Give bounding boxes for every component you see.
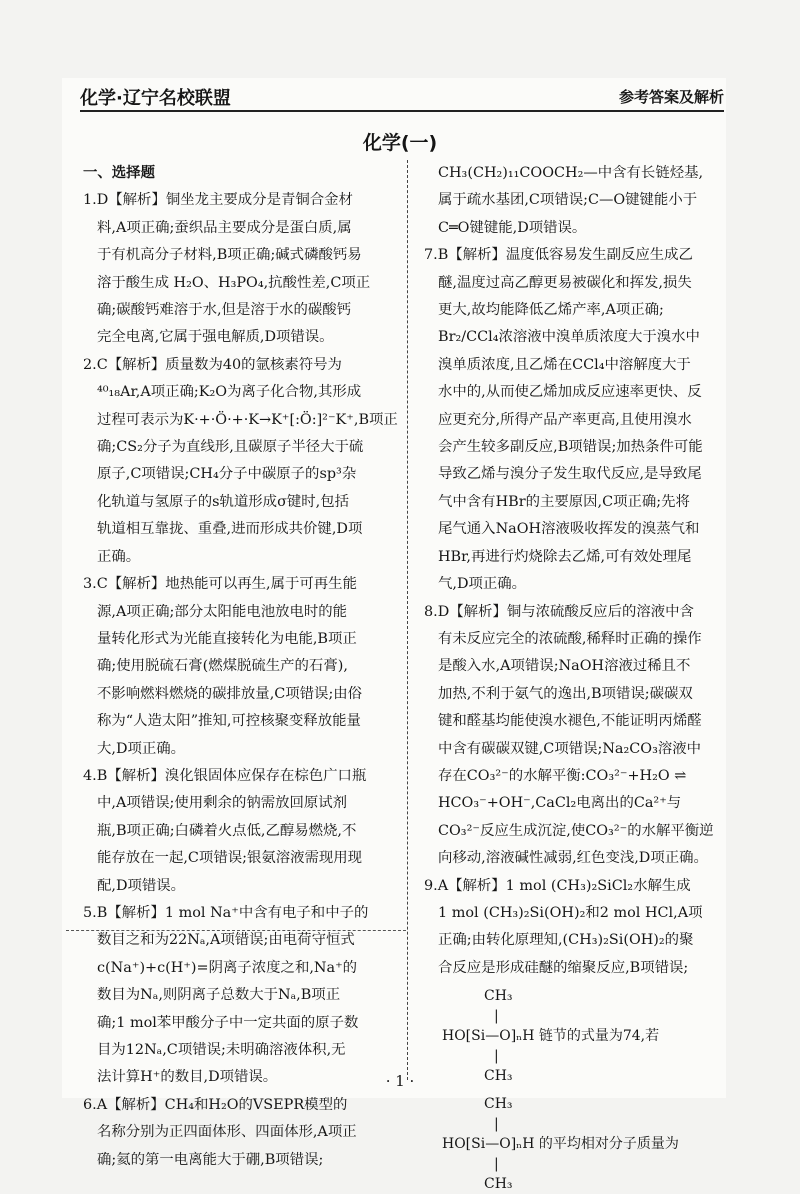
right-line: 向移动,溶液碱性减弱,红色变浅,D项正确。 — [438, 850, 708, 867]
right-line: 加热,不利于氨气的逸出,B项错误;碳碳双 — [438, 685, 693, 702]
left-line: 称为“人造太阳”推知,可控核聚变释放能量 — [97, 713, 361, 730]
left-line: 正确。 — [97, 548, 141, 565]
left-line: 名称分别为正四面体形、四面体形,A项正 — [97, 1124, 357, 1141]
left-line: 完全电离,它属于强电解质,D项错误。 — [97, 329, 334, 346]
header-subject: 化学·辽宁名校联盟 — [80, 88, 231, 109]
formula1-top: CH₃ — [484, 988, 513, 1005]
left-line: 目为12Nₐ,C项错误;未明确溶液体积,无 — [97, 1042, 346, 1058]
right-line: 7.B【解析】温度低容易发生副反应生成乙 — [424, 247, 693, 264]
right-line: 键和醛基均能使溴水褪色,不能证明丙烯醛 — [438, 713, 702, 730]
left-line: 1.D【解析】铜坐龙主要成分是青铜合金材 — [83, 192, 353, 209]
left-line: 5.B【解析】1 mol Na⁺中含有电子和中子的 — [83, 904, 369, 921]
left-line: 确;氦的第一电离能大于硼,B项错误; — [97, 1151, 324, 1168]
right-line: 8.D【解析】铜与浓硫酸反应后的溶液中含 — [424, 603, 694, 620]
left-line: 中,A项错误;使用剩余的钠需放回原试剂 — [97, 795, 348, 812]
right-column — [424, 160, 742, 1194]
right-line: 中含有碳碳双键,C项错误;Na₂CO₃溶液中 — [438, 740, 702, 757]
left-line: 化轨道与氢原子的s轨道形成σ键时,包括 — [97, 493, 350, 510]
page-title: 化学(一) — [362, 132, 438, 154]
right-line: 气,D项正确。 — [438, 576, 527, 593]
right-line: CO₃²⁻反应生成沉淀,使CO₃²⁻的水解平衡逆 — [438, 822, 714, 839]
right-line: CH₃(CH₂)₁₁COOCH₂—中含有长链烃基, — [438, 165, 704, 181]
formula2-main: HO[Si—O]ₙH 的平均相对分子质量为 — [442, 1136, 679, 1153]
right-line: Br₂/CCl₄浓溶液中溴单质浓度大于溴水中 — [438, 329, 700, 346]
left-line: 确;1 mol苯甲酸分子中一定共面的原子数 — [97, 1014, 359, 1031]
formula2-top: CH₃ — [484, 1096, 513, 1113]
left-line: 配,D项错误。 — [97, 877, 186, 894]
right-line: 正确;由转化原理知,(CH₃)₂Si(OH)₂的聚 — [438, 932, 694, 949]
right-line: 导致乙烯与溴分子发生取代反应,是导致尾 — [438, 466, 702, 483]
left-line: 于有机高分子材料,B项正确;碱式磷酸钙易 — [97, 247, 362, 264]
left-line: 能存放在一起,C项错误;银氨溶液需现用现 — [97, 850, 363, 867]
column-divider — [407, 160, 408, 1080]
structural-formula-2: CH₃ | HO[Si—O]ₙH 的平均相对分子质量为 | CH₃ — [442, 1094, 742, 1194]
right-line: 更大,故均能降低乙烯产率,A项正确; — [438, 302, 664, 319]
left-line: 轨道相互靠拢、重叠,进而形成共价键,D项 — [97, 521, 363, 538]
right-line: 存在CO₃²⁻的水解平衡:CO₃²⁻+H₂O ⇌ — [438, 767, 687, 784]
right-line: 9.A【解析】1 mol (CH₃)₂SiCl₂水解生成 — [424, 877, 691, 894]
right-line: 1 mol (CH₃)₂Si(OH)₂和2 mol HCl,A项 — [438, 904, 703, 921]
formula2-bottom: CH₃ — [484, 1176, 513, 1193]
page-number: · 1 · — [385, 1072, 415, 1090]
right-line: 是酸入水,A项错误;NaOH溶液过稀且不 — [438, 658, 691, 675]
right-line: C═O键键能,D项错误。 — [438, 219, 587, 236]
left-column — [83, 160, 405, 1174]
right-line: HCO₃⁻+OH⁻,CaCl₂电离出的Ca²⁺与 — [438, 795, 682, 812]
left-line: 确;CS₂分子为直线形,且碳原子半径大于硫 — [97, 439, 364, 456]
right-line: 溴单质浓度,且乙烯在CCl₄中溶解度大于 — [438, 356, 691, 373]
left-line: 数目为Nₐ,则阴离子总数大于Nₐ,B项正 — [97, 987, 341, 1004]
left-line: 4.B【解析】溴化银固体应保存在棕色广口瓶 — [83, 767, 367, 784]
left-line: 过程可表示为K·+·Ö·+·K→K⁺[:Ö:]²⁻K⁺,B项正 — [97, 411, 398, 428]
left-text — [83, 187, 405, 1174]
formula1-bottom: CH₃ — [484, 1068, 513, 1085]
left-line: 量转化形式为光能直接转化为电能,B项正 — [97, 630, 357, 647]
right-line: 会产生较多副反应,B项错误;加热条件可能 — [438, 439, 703, 456]
left-line: 3.C【解析】地热能可以再生,属于可再生能 — [83, 576, 357, 593]
right-text — [424, 160, 742, 982]
left-line: 法计算H⁺的数目,D项错误。 — [97, 1069, 278, 1086]
formula1-main: HO[Si—O]ₙH 链节的式量为74,若 — [442, 1028, 660, 1045]
right-line: 属于疏水基团,C项错误;C—O键键能小于 — [438, 192, 698, 209]
left-line: 数目之和为22Nₐ,A项错误;由电荷守恒式 — [97, 932, 355, 949]
right-line: 有未反应完全的浓硫酸,稀释时正确的操作 — [438, 630, 702, 647]
left-line: 源,A项正确;部分太阳能电池放电时的能 — [97, 603, 348, 620]
right-line: 气中含有HBr的主要原因,C项正确;先将 — [438, 493, 690, 510]
structural-formula-1: CH₃ | HO[Si—O]ₙH 链节的式量为74,若 | CH₃ — [442, 986, 742, 1086]
left-line: 确;碳酸钙难溶于水,但是溶于水的碳酸钙 — [97, 302, 352, 319]
right-line: 尾气通入NaOH溶液吸收挥发的溴蒸气和 — [438, 521, 700, 538]
left-line: 料,A项正确;蚕织品主要成分是蛋白质,属 — [97, 219, 352, 236]
right-line: 应更充分,所得产品产率更高,且使用溴水 — [438, 411, 692, 428]
right-line: 水中的,从而使乙烯加成反应速率更快、反 — [438, 384, 702, 401]
left-line: 大,D项正确。 — [97, 740, 186, 757]
left-line: 瓶,B项正确;白磷着火点低,乙醇易燃烧,不 — [97, 822, 357, 839]
left-line: ⁴⁰₁₈Ar,A项正确;K₂O为离子化合物,其形成 — [97, 384, 362, 401]
left-line: 不影响燃料燃烧的碳排放量,C项错误;由俗 — [97, 685, 363, 702]
header-answer-label: 参考答案及解析 — [618, 88, 724, 106]
right-line: 醚,温度过高乙醇更易被碳化和挥发,损失 — [438, 274, 692, 291]
page-header — [80, 84, 724, 112]
section-heading: 一、选择题 — [83, 165, 155, 181]
right-line: HBr,再进行灼烧除去乙烯,可有效处理尾 — [438, 548, 692, 565]
left-line: 2.C【解析】质量数为40的氩核素符号为 — [83, 356, 342, 373]
left-line: 6.A【解析】CH₄和H₂O的VSEPR模型的 — [83, 1096, 348, 1113]
left-line: 原子,C项错误;CH₄分子中碳原子的sp³杂 — [97, 466, 357, 483]
left-line: 确;使用脱硫石膏(燃煤脱硫生产的石膏), — [97, 658, 348, 675]
right-line: 合反应是形成硅醚的缩聚反应,B项错误; — [438, 959, 689, 976]
left-line: c(Na⁺)+c(H⁺)=阴离子浓度之和,Na⁺的 — [97, 959, 358, 976]
left-line: 溶于酸生成 H₂O、H₃PO₄,抗酸性差,C项正 — [97, 274, 371, 291]
